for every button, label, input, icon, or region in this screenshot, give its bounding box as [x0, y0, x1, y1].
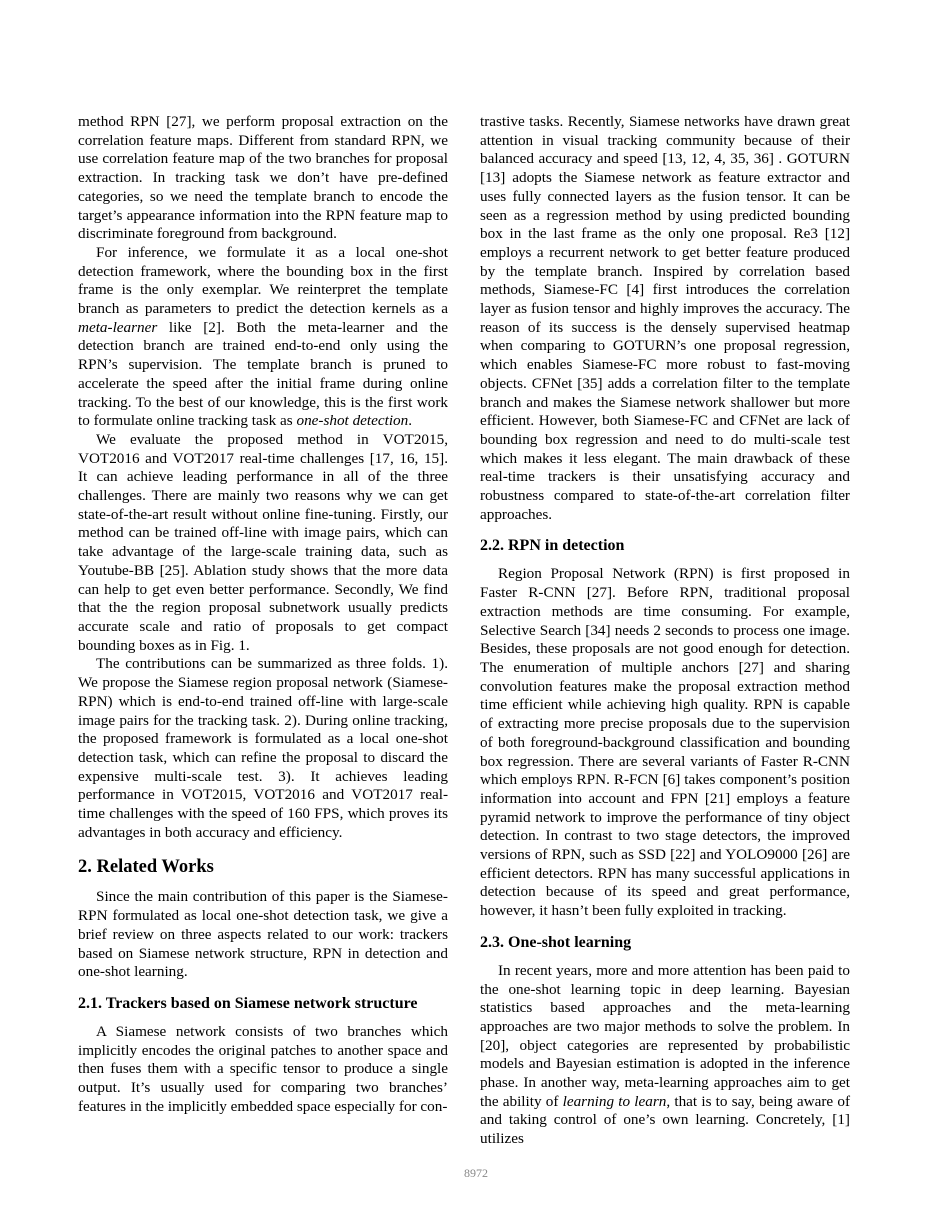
- paragraph: We evaluate the proposed method in VOT2015, VOT2016 and VOT2017 real-time challenges [17, 16, 15]. It can achieve leading performance in all of the three challenges. There are mainly two reasons why we can get state-of-the-art result without online fine-tuning. Firstly, our method can be trained off-line with image pairs, which can take advantage of the large-scale training data, such as Youtube-BB [25]. Ablation study shows that the more data can help to get even better performance. Secondly, We find that the the region proposal subnetwork usually predicts accurate scale and ratio of proposals to get compact bounding boxes as in Fig. 1.: [78, 430, 448, 654]
- paragraph: The contributions can be summarized as three folds. 1). We propose the Siamese region proposal network (Siamese-RPN) which is end-to-end trained off-line with large-scale image pairs for the tracking task. 2). During online tracking, the proposed framework is formulated as a local one-shot detection task, which can refine the proposal to discard the expensive multi-scale test. 3). It achieves leading performance in VOT2015, VOT2016 and VOT2017 real-time challenges with the speed of 160 FPS, which proves its advantages in both accuracy and efficiency.: [78, 655, 448, 841]
- paragraph: trastive tasks. Recently, Siamese networks have drawn great attention in visual tracking community because of their balanced accuracy and speed [13, 12, 4, 35, 36] . GOTURN [13] adopts the Siamese network as feature extractor and uses fully connected layers as the fusion tensor. It can be seen as a regression method by using predicted bounding box in the last frame as the only one proposal. Re3 [12] employs a recurrent network to get better feature produced by the template branch. Inspired by correlation based methods, Siamese-FC [4] first introduces the correlation layer as fusion tensor and highly improves the accuracy. The reason of its success is the densely supervised heatmap when comparing to GOTURN’s one proposal regression, which enables Siamese-FC more robust to fast-moving objects. CFNet [35] adds a correlation filter to the template branch and makes the Siamese network shallower but more efficient. However, both Siamese-FC and CFNet are lack of bounding box regression and need to do multi-scale test which makes it less elegant. The main drawback of these real-time trackers is their unsatisfying accuracy and robustness compared to state-of-the-art correlation filter approaches.: [480, 113, 850, 523]
- page-number: 8972: [464, 1166, 488, 1180]
- text-run: like [2]. Both the meta-learner and the detection branch are trained end-to-end only using the RPN’s supervision. The template branch is pruned to accelerate the speed after the initial frame during online tracking. To the best of our knowledge, this is the first work to formulate online tracking task as: [78, 318, 448, 430]
- emphasis: meta-learner: [78, 318, 158, 336]
- paragraph: Since the main contribution of this paper is the Siamese-RPN formulated as local one-shot detection task, we give a brief review on three aspects related to our work: trackers based on Siamese network structure, RPN in detection and one-shot learning.: [78, 888, 448, 981]
- subsection-heading: 2.1. Trackers based on Siamese network structure: [78, 994, 418, 1012]
- paragraph: [78, 244, 448, 431]
- right-column: [480, 113, 850, 1149]
- text-run: .: [408, 412, 413, 430]
- subsection-heading: 2.3. One-shot learning: [480, 933, 632, 951]
- text-run: , that is to say, being aware of and taking control of one’s own learning. Concretely, [1] utilizes: [480, 1092, 850, 1148]
- left-column: [78, 113, 448, 1116]
- subsection-heading: 2.2. RPN in detection: [480, 537, 625, 555]
- paragraph: A Siamese network consists of two branches which implicitly encodes the original patches to another space and then fuses them with a specific tensor to produce a single output. It’s usually used for comparing two branches’ features in the implicitly embedded space especially for con-: [78, 1022, 448, 1115]
- emphasis: learning to learn: [562, 1092, 667, 1110]
- paragraph: [480, 962, 850, 1149]
- section-heading: 2. Related Works: [78, 857, 214, 878]
- text-run: For inference, we formulate it as a local one-shot detection framework, where the bounding box in the first frame is the only exemplar. We reinterpret the template branch as parameters to predict the detection kernels as a: [78, 243, 448, 318]
- paragraph: method RPN [27], we perform proposal extraction on the correlation feature maps. Different from standard RPN, we use correlation feature map of the two branches for proposal extraction. In tracking task we don’t have pre-defined categories, so we need the template branch to encode the target’s appearance information into the RPN feature map to discriminate foreground from background.: [78, 113, 448, 243]
- text-run: In recent years, more and more attention has been paid to the one-shot learning topic in deep learning. Bayesian statistics based approaches and the meta-learning approaches are two major methods to solve the problem. In [20], object categories are represented by probabilistic models and Bayesian estimation is adopted in the inference phase. In another way, meta-learning approaches aim to get the ability of: [480, 961, 850, 1110]
- emphasis: one-shot detection: [296, 412, 409, 430]
- paragraph: Region Proposal Network (RPN) is first proposed in Faster R-CNN [27]. Before RPN, traditional proposal extraction methods are time consuming. For example, Selective Search [34] needs 2 seconds to process one image. Besides, these proposals are not good enough for detection. The enumeration of multiple anchors [27] and sharing convolution features make the proposal extraction method time efficient while achieving high quality. RPN is capable of extracting more precise proposals due to the supervision of both foreground-background classification and bounding box regression. There are several variants of Faster R-CNN which employs RPN. R-FCN [6] takes component’s position information into account and FPN [21] employs a feature pyramid network to improve the performance of tiny object detection. In contrast to two stage detectors, the improved versions of RPN, such as SSD [22] and YOLO9000 [26] are efficient detectors. RPN has many successful applications in detection because of its speed and great performance, however, it hasn’t been fully exploited in tracking.: [480, 565, 850, 920]
